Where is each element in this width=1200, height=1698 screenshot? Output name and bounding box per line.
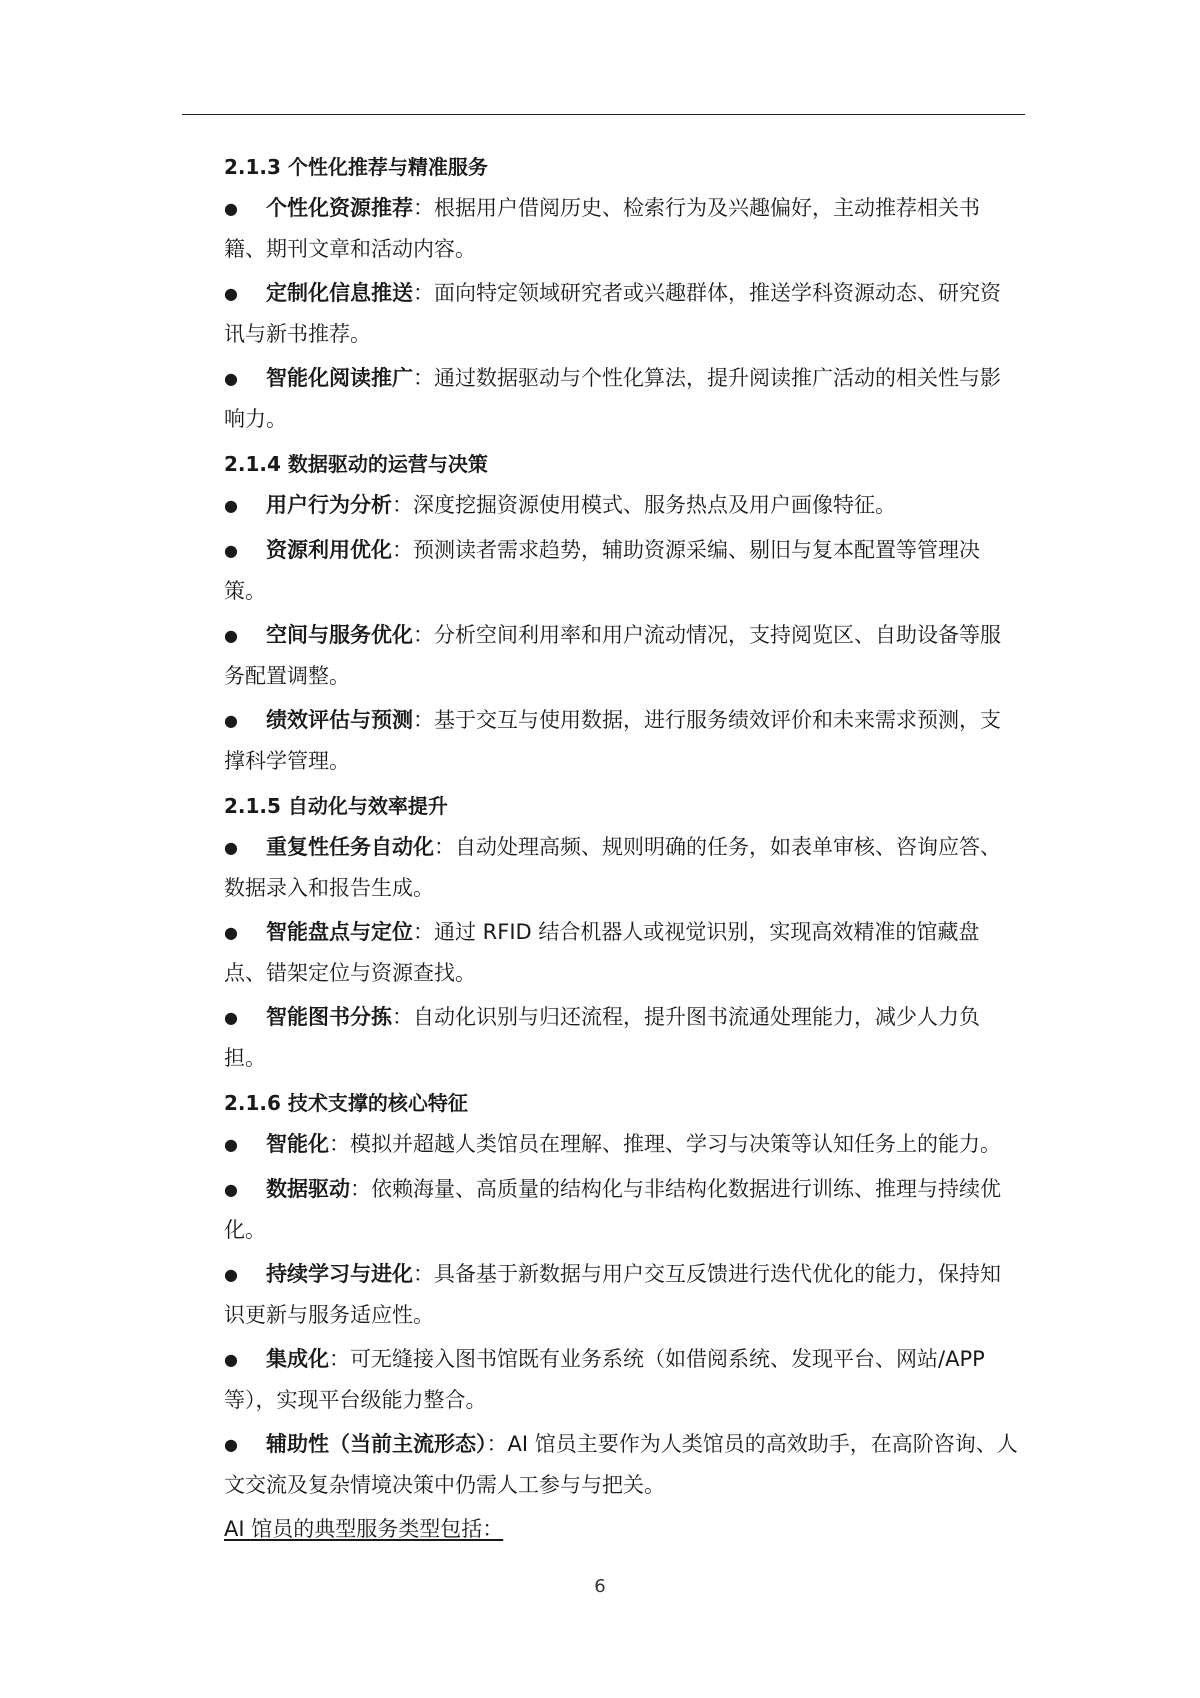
- item-term: 用户行为分析: [266, 493, 392, 517]
- bullet-dot-icon: ●: [224, 1435, 238, 1454]
- item-separator: ：: [350, 1177, 371, 1201]
- item-separator: ：: [392, 493, 413, 517]
- item-term: 数据驱动: [266, 1177, 350, 1201]
- item-description: 面向特定领域研究者或兴趣群体，推送学科资源动态、研究资讯与新书推荐。: [224, 281, 1001, 346]
- bullet-item: [224, 997, 1020, 1078]
- item-description: 模拟并超越人类馆员在理解、推理、学习与决策等认知任务上的能力。: [350, 1132, 1001, 1156]
- bullet-dot-icon: ●: [224, 541, 238, 560]
- bullet-item: [224, 615, 1020, 696]
- item-separator: ：: [486, 1432, 508, 1456]
- bullet-item: [224, 358, 1020, 439]
- item-term: 绩效评估与预测: [266, 708, 413, 732]
- item-term: 个性化资源推荐: [266, 196, 413, 220]
- section-heading: 2.1.4 数据驱动的运营与决策: [224, 452, 488, 476]
- bullet-dot-icon: ●: [224, 1008, 238, 1027]
- item-separator: ：: [329, 1347, 350, 1371]
- item-term: 智能盘点与定位: [266, 920, 413, 944]
- item-term: 重复性任务自动化: [266, 835, 434, 859]
- item-separator: ：: [413, 196, 434, 220]
- bullet-dot-icon: ●: [224, 923, 238, 942]
- header-rule: [182, 114, 1025, 115]
- item-term: 集成化: [266, 1347, 329, 1371]
- bullet-item: [224, 1424, 1020, 1505]
- bullet-item: [224, 827, 1020, 908]
- item-separator: ：: [413, 623, 434, 647]
- bullet-item: [224, 1169, 1020, 1250]
- item-separator: ：: [434, 835, 455, 859]
- item-description: 基于交互与使用数据，进行服务绩效评价和未来需求预测，支撑科学管理。: [224, 708, 1001, 773]
- closing-line: [224, 1509, 1020, 1549]
- bullet-item: [224, 912, 1020, 993]
- item-term: 持续学习与进化: [266, 1262, 413, 1286]
- bullet-dot-icon: ●: [224, 1135, 238, 1154]
- item-term: 空间与服务优化: [266, 623, 413, 647]
- item-description: 具备基于新数据与用户交互反馈进行迭代优化的能力，保持知识更新与服务适应性。: [224, 1262, 1001, 1327]
- item-separator: ：: [413, 281, 434, 305]
- item-description: 根据用户借阅历史、检索行为及兴趣偏好，主动推荐相关书籍、期刊文章和活动内容。: [224, 196, 980, 261]
- item-separator: ：: [329, 1132, 350, 1156]
- document-body: [224, 146, 1020, 1549]
- bullet-dot-icon: ●: [224, 199, 238, 218]
- item-separator: ：: [413, 1262, 434, 1286]
- item-separator: ：: [413, 366, 434, 390]
- bullet-dot-icon: ●: [224, 369, 238, 388]
- bullet-dot-icon: ●: [224, 711, 238, 730]
- bullet-item: [224, 530, 1020, 611]
- item-description: 预测读者需求趋势，辅助资源采编、剔旧与复本配置等管理决策。: [224, 538, 980, 603]
- item-description: 通过 RFID 结合机器人或视觉识别，实现高效精准的馆藏盘点、错架定位与资源查找。: [224, 920, 980, 985]
- item-term: 智能化阅读推广: [266, 366, 413, 390]
- bullet-dot-icon: ●: [224, 1350, 238, 1369]
- item-description: 可无缝接入图书馆既有业务系统（如借阅系统、发现平台、网站/APP 等），实现平台级能力整合。: [224, 1347, 985, 1412]
- bullet-item: [224, 188, 1020, 269]
- bullet-dot-icon: ●: [224, 1180, 238, 1199]
- bullet-dot-icon: ●: [224, 1265, 238, 1284]
- item-description: 自动化识别与归还流程，提升图书流通处理能力，减少人力负担。: [224, 1005, 980, 1070]
- item-description: 自动处理高频、规则明确的任务，如表单审核、咨询应答、数据录入和报告生成。: [224, 835, 1001, 900]
- item-description: 深度挖掘资源使用模式、服务热点及用户画像特征。: [413, 493, 896, 517]
- item-separator: ：: [392, 1005, 413, 1029]
- closing-line-text: AI 馆员的典型服务类型包括：: [224, 1517, 504, 1541]
- section-heading: 2.1.5 自动化与效率提升: [224, 794, 448, 818]
- item-separator: ：: [413, 920, 434, 944]
- item-separator: ：: [413, 708, 434, 732]
- bullet-dot-icon: ●: [224, 626, 238, 645]
- bullet-item: [224, 273, 1020, 354]
- section-heading: 2.1.6 技术支撑的核心特征: [224, 1091, 468, 1115]
- bullet-item: [224, 700, 1020, 781]
- bullet-item: [224, 485, 1020, 526]
- page-number: 6: [594, 1576, 606, 1597]
- item-term: 资源利用优化: [266, 538, 392, 562]
- item-term: 智能化: [266, 1132, 329, 1156]
- bullet-item: [224, 1124, 1020, 1165]
- item-description: AI 馆员主要作为人类馆员的高效助手，在高阶咨询、人文交流及复杂情境决策中仍需人工参与与把关。: [224, 1432, 1018, 1497]
- item-separator: ：: [392, 538, 413, 562]
- item-description: 依赖海量、高质量的结构化与非结构化数据进行训练、推理与持续优化。: [224, 1177, 1001, 1242]
- item-term: 智能图书分拣: [266, 1005, 392, 1029]
- bullet-item: [224, 1339, 1020, 1420]
- bullet-dot-icon: ●: [224, 496, 238, 515]
- item-description: 通过数据驱动与个性化算法，提升阅读推广活动的相关性与影响力。: [224, 366, 1001, 431]
- bullet-dot-icon: ●: [224, 284, 238, 303]
- item-description: 分析空间利用率和用户流动情况，支持阅览区、自助设备等服务配置调整。: [224, 623, 1001, 688]
- bullet-item: [224, 1254, 1020, 1335]
- section-heading: 2.1.3 个性化推荐与精准服务: [224, 155, 488, 179]
- item-term: 辅助性（当前主流形态）: [266, 1432, 487, 1456]
- item-term: 定制化信息推送: [266, 281, 413, 305]
- bullet-dot-icon: ●: [224, 838, 238, 857]
